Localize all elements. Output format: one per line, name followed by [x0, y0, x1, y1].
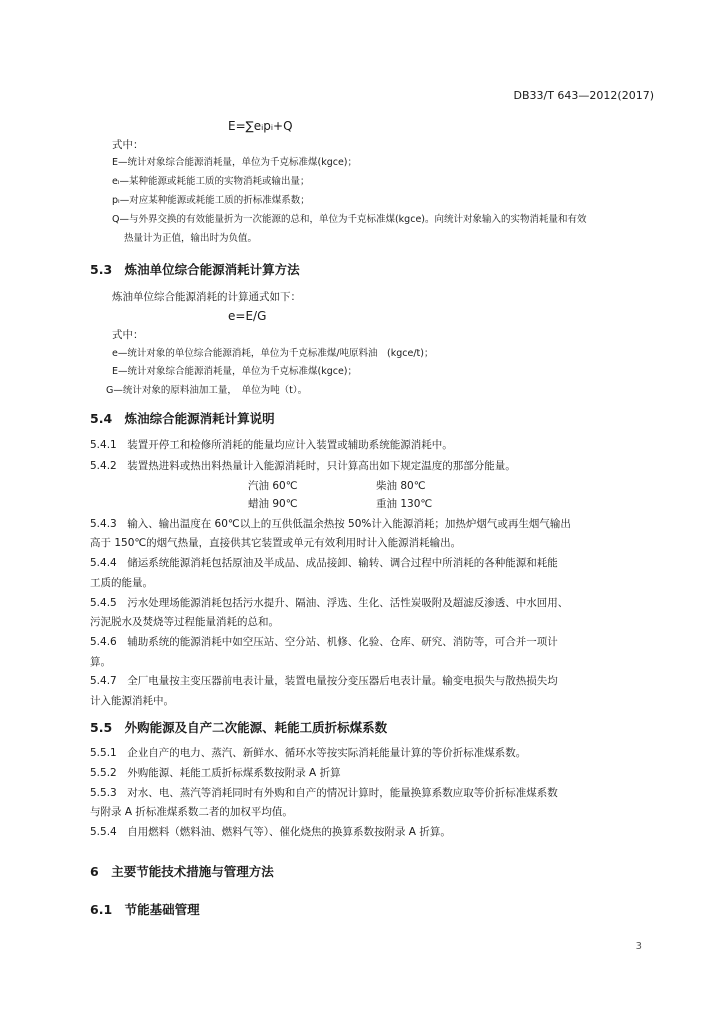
temp-gasoline: 汽油 60℃ — [248, 480, 298, 492]
section-heading-5-5: 5.5 外购能源及自产二次能源、耗能工质折标煤系数 — [90, 720, 388, 735]
definition-line: Q—与外界交换的有效能量折为一次能源的总和，单位为千克标准煤(kgce)。向统计对象输入的实物消耗量和有效 — [112, 214, 587, 225]
clause-line: 5.5.2 外购能源、耗能工质折标煤系数按附录 A 折算 — [90, 767, 341, 779]
paragraph: 炼油单位综合能源消耗的计算通式如下： — [112, 291, 301, 303]
clause-line: 5.5.4 自用燃料（燃料油、燃料气等）、催化烧焦的换算系数按附录 A 折算。 — [90, 826, 451, 838]
page-number: 3 — [635, 941, 642, 952]
clause-line: 污泥脱水及焚烧等过程能量消耗的总和。 — [90, 616, 279, 628]
clause-line: 计入能源消耗中。 — [90, 695, 174, 707]
clause-line: 与附录 A 折标准煤系数二者的加权平均值。 — [90, 806, 293, 818]
where-label: 式中： — [112, 139, 144, 151]
clause-line: 工质的能量。 — [90, 577, 153, 589]
section-heading-6-1: 6.1 节能基础管理 — [90, 902, 200, 917]
clause-line: 5.4.4 储运系统能源消耗包括原油及半成品、成品接卸、输转、调合过程中所消耗的各种能源和耗能 — [90, 557, 558, 569]
definition-line: e—统计对象的单位综合能源消耗，单位为千克标准煤/吨原料油 (kgce/t)； — [112, 348, 434, 359]
clause-line: 5.4.1 装置开停工和检修所消耗的能量均应计入装置或辅助系统能源消耗中。 — [90, 439, 453, 451]
definition-line: E—统计对象综合能源消耗量，单位为千克标准煤(kgce)； — [112, 157, 358, 168]
definition-line: eᵢ—某种能源或耗能工质的实物消耗或输出量； — [112, 176, 310, 187]
definition-line: G—统计对象的原料油加工量， 单位为吨（t）。 — [106, 385, 308, 396]
clause-line: 高于 150℃的烟气热量，直接供其它装置或单元有效利用时计入能源消耗输出。 — [90, 537, 462, 549]
definition-line: E—统计对象综合能源消耗量，单位为千克标准煤(kgce)； — [112, 366, 358, 377]
clause-line: 5.5.3 对水、电、蒸汽等消耗同时有外购和自产的情况计算时，能量换算系数应取等价折标准煤系数 — [90, 787, 558, 799]
clause-line: 5.5.1 企业自产的电力、蒸汽、新鲜水、循环水等按实际消耗能量计算的等价折标准煤系数。 — [90, 747, 527, 759]
clause-line: 算。 — [90, 656, 111, 668]
definition-line: pᵢ—对应某种能源或耗能工质的折标准煤系数； — [112, 195, 310, 206]
temp-heavy-oil: 重油 130℃ — [376, 498, 433, 510]
section-heading-5-4: 5.4 炼油综合能源消耗计算说明 — [90, 411, 275, 426]
clause-line: 5.4.7 全厂电量按主变压器前电表计量，装置电量按分变压器后电表计量。输变电损失与散热损失均 — [90, 675, 558, 687]
clause-line: 5.4.3 输入、输出温度在 60℃以上的互供低温余热按 50%计入能源消耗；加热炉烟气或再生烟气输出 — [90, 518, 571, 530]
document-code-header: DB33/T 643—2012(2017) — [513, 89, 654, 102]
formula-unit-energy: e=E/G — [228, 309, 267, 323]
formula-total-energy: E=∑eᵢpᵢ+Q — [228, 119, 293, 133]
definition-line: 热量计为正值，输出时为负值。 — [124, 233, 258, 244]
temp-wax-oil: 蜡油 90℃ — [248, 498, 298, 510]
clause-line: 5.4.2 装置热进料或热出料热量计入能源消耗时，只计算高出如下规定温度的那部分能量。 — [90, 460, 516, 472]
section-heading-6: 6 主要节能技术措施与管理方法 — [90, 864, 274, 879]
where-label: 式中： — [112, 329, 144, 341]
clause-line: 5.4.6 辅助系统的能源消耗中如空压站、空分站、机修、化验、仓库、研究、消防等，可合并一项计 — [90, 636, 558, 648]
clause-line: 5.4.5 污水处理场能源消耗包括污水提升、隔油、浮选、生化、活性炭吸附及超滤反渗透、中水回用、 — [90, 597, 569, 609]
section-heading-5-3: 5.3 炼油单位综合能源消耗计算方法 — [90, 262, 300, 277]
temp-diesel: 柴油 80℃ — [376, 480, 426, 492]
